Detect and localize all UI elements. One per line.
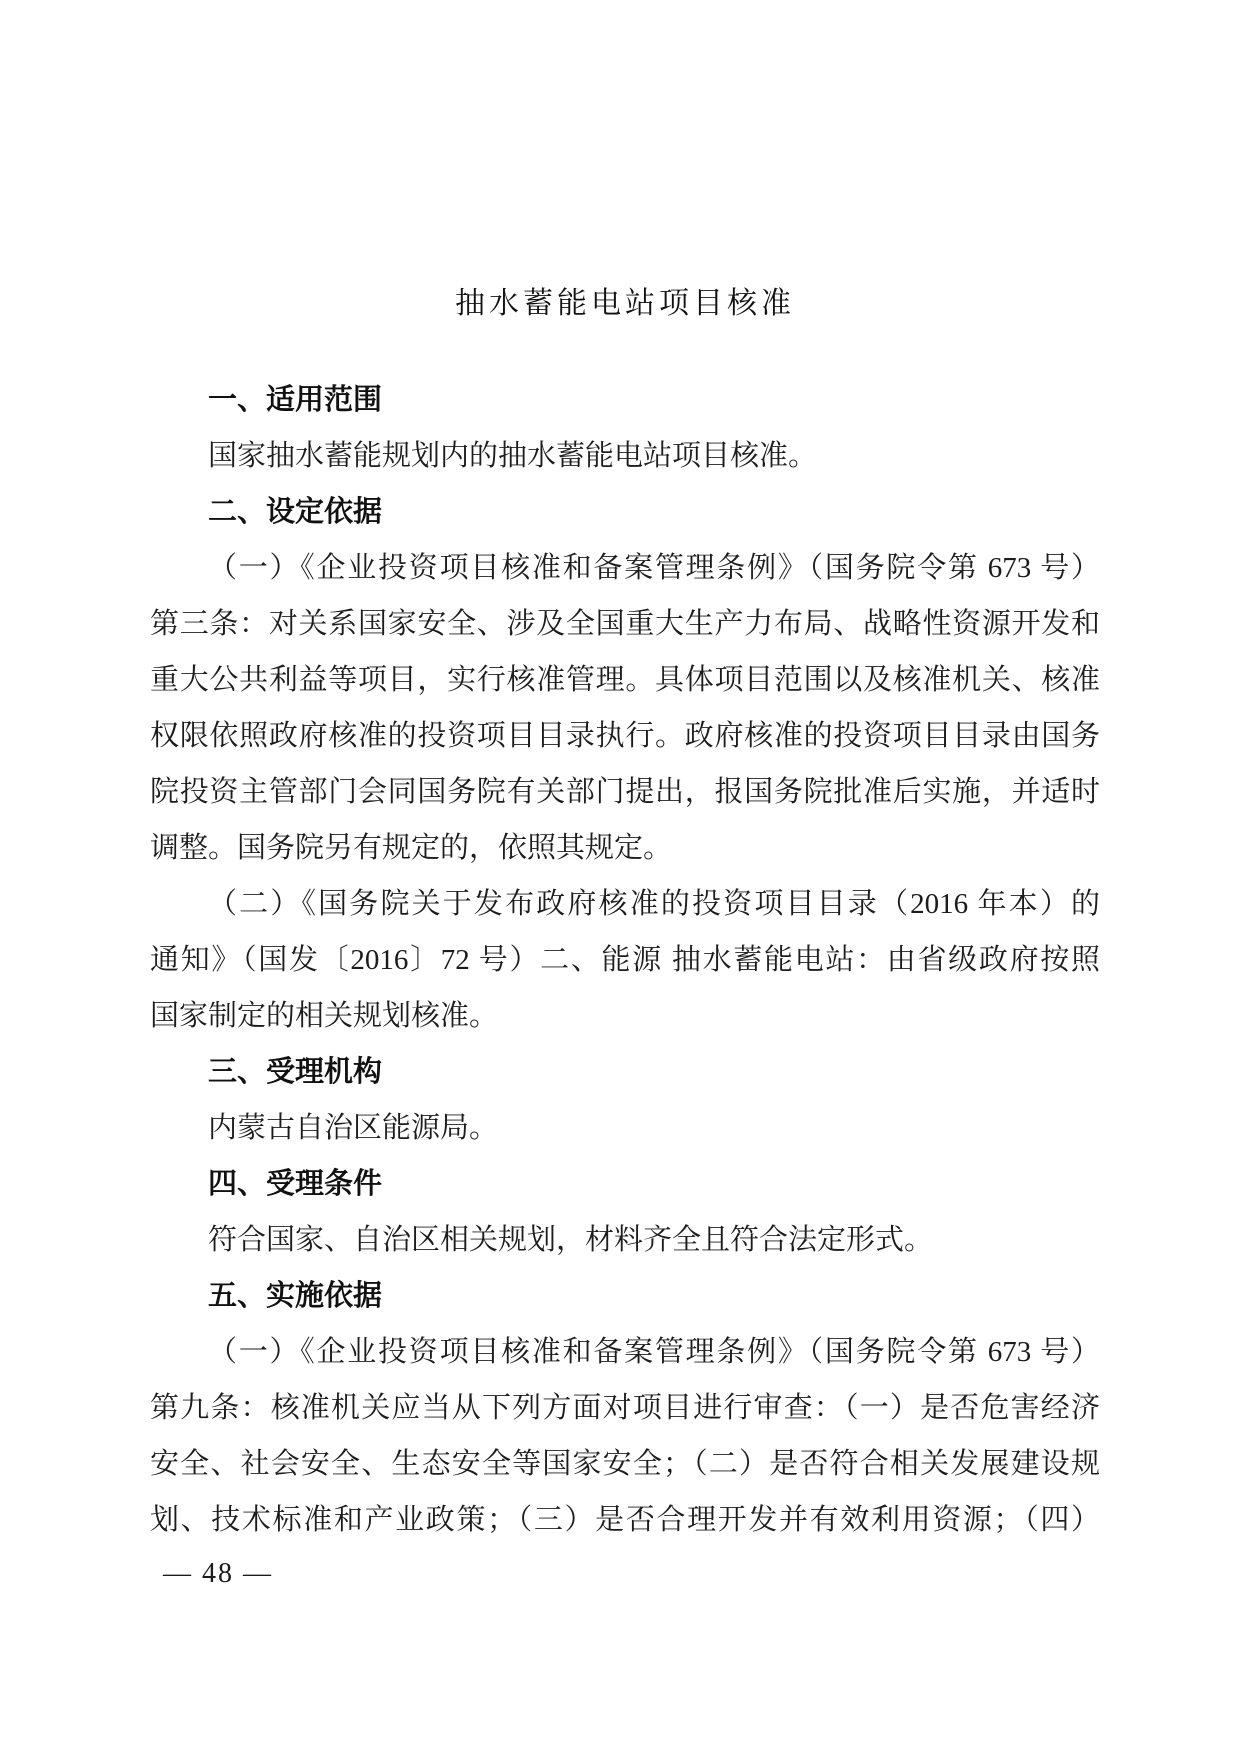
- heading-acceptance-conditions: 四、受理条件: [208, 1168, 383, 1200]
- document-body: [150, 372, 1100, 1548]
- body-line: 调整。国务院另有规定的，依照其规定。: [150, 832, 673, 864]
- body-line: 国家制定的相关规划核准。: [150, 1000, 499, 1032]
- body-line: 国家抽水蓄能规划内的抽水蓄能电站项目核准。: [208, 440, 818, 472]
- heading-implementation-basis: 五、实施依据: [208, 1280, 383, 1312]
- body-line: 权限依照政府核准的投资项目目录执行。政府核准的投资项目目录由国务: [150, 720, 1100, 752]
- body-line: 第九条：核准机关应当从下列方面对项目进行审查：（一）是否危害经济: [150, 1392, 1100, 1424]
- body-line: 划、技术标准和产业政策；（三）是否合理开发并有效利用资源；（四）: [150, 1504, 1100, 1536]
- heading-applicable-scope: 一、适用范围: [208, 384, 383, 416]
- body-line: 通知》（国发〔2016〕72 号）二、能源 抽水蓄能电站：由省级政府按照: [150, 944, 1100, 976]
- body-line: （一）《企业投资项目核准和备案管理条例》（国务院令第 673 号）: [208, 1336, 1100, 1368]
- heading-accepting-authority: 三、受理机构: [208, 1056, 383, 1088]
- body-line: 内蒙古自治区能源局。: [208, 1112, 499, 1144]
- body-line: 院投资主管部门会同国务院有关部门提出，报国务院批准后实施，并适时: [150, 776, 1100, 808]
- body-line: 安全、社会安全、生态安全等国家安全；（二）是否符合相关发展建设规: [150, 1448, 1100, 1480]
- heading-setting-basis: 二、设定依据: [208, 496, 383, 528]
- body-line: （二）《国务院关于发布政府核准的投资项目目录（2016 年本）的: [208, 888, 1100, 920]
- document-title: 抽水蓄能电站项目核准: [455, 287, 795, 320]
- body-line: （一）《企业投资项目核准和备案管理条例》（国务院令第 673 号）: [208, 552, 1100, 584]
- body-line: 第三条：对关系国家安全、涉及全国重大生产力布局、战略性资源开发和: [150, 608, 1100, 640]
- body-line: 符合国家、自治区相关规划，材料齐全且符合法定形式。: [208, 1224, 934, 1256]
- page-number: — 48 —: [163, 1558, 273, 1589]
- body-line: 重大公共利益等项目，实行核准管理。具体项目范围以及核准机关、核准: [150, 664, 1100, 696]
